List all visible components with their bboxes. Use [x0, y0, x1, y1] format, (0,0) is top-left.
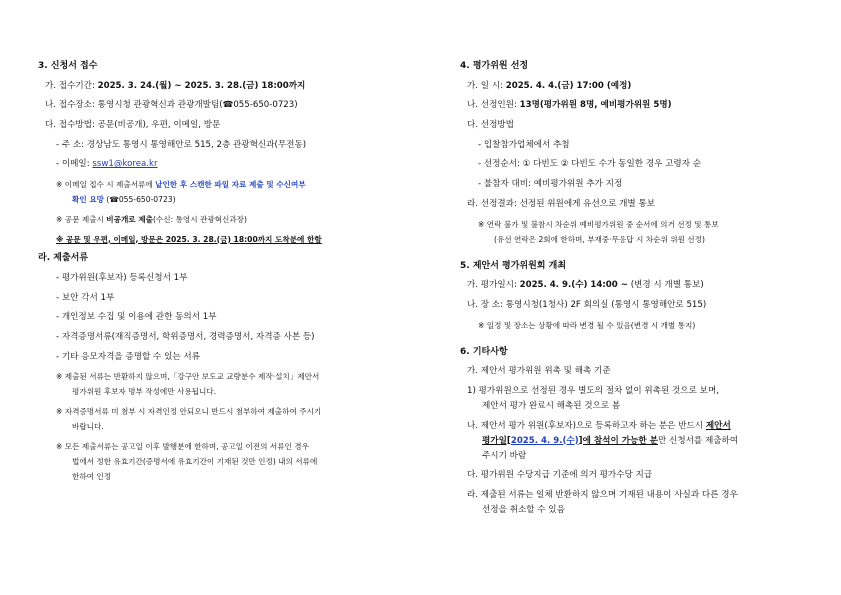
email-note-cont: 확인 요망 (☎055-650-0723) — [72, 195, 176, 205]
selection-method: 다. 선정방법 — [467, 120, 514, 131]
other-item-3: 다. 평가위원 수당지급 기준에 의거 평가수당 지급 — [467, 470, 653, 481]
selection-result: 라. 선정결과: 선정된 위원에게 유선으로 개별 통보 — [467, 198, 656, 209]
receipt-place: 나. 접수장소: 통영시청 관광혁신과 관광개발팀(☎055-650-0723) — [45, 100, 298, 111]
other-item-1-1: 1) 평가위원으로 선정된 경우 별도의 절차 없이 위촉된 것으로 보며, — [467, 385, 719, 396]
eval-date: 가. 평가일시: 2025. 4. 9.(수) 14:00 ~ (변경 시 개별 통보) — [467, 280, 704, 291]
section-5-title: 5. 제안서 평가위원회 개최 — [460, 260, 567, 271]
eval-place: 나. 장 소: 통영시청(1청사) 2F 회의실 (통영시 통영해안로 515) — [467, 299, 707, 310]
result-note: ※ 연락 불가 및 불참시 차순위 예비평가위원 중 순서에 의거 선정 및 통보 — [478, 219, 719, 229]
document-item: - 개인정보 수집 및 이용에 관한 동의서 1부 — [56, 312, 217, 323]
receipt-period-value: 2025. 3. 24.(월) ~ 2025. 3. 28.(금) 18:00까지 — [97, 80, 306, 91]
receipt-address: - 주 소: 경상남도 통영시 통영해안로 515, 2층 관광혁신과(무전동) — [56, 139, 307, 150]
doc-note-3: ※ 모든 제출서류는 공고일 이후 발행분에 한하며, 공고일 이전의 서류인 경우 — [56, 441, 309, 451]
email-note: ※ 이메일 접수 시 제출서류에 낱인한 후 스캔한 파일 자료 제출 및 수신여부 — [56, 180, 306, 190]
other-item-4: 라. 제출된 서류는 일체 반환하지 않으며 기재된 내용이 사실과 다른 경우 — [467, 490, 738, 500]
doc-note-2-cont: 바랍니다. — [72, 422, 104, 431]
official-note: ※ 공문 제출시 비공개로 제출(수신: 통영시 관광혁신과장) — [56, 214, 247, 224]
doc-note-3-cont: 법에서 정한 유효기간(증명서에 유효기간이 기재된 것만 인정) 내의 서류에 — [72, 456, 318, 466]
other-item-2-cont: 평가일[2025. 4. 9.(수)]에 참석이 가능한 분만 신청서를 제출하여 — [482, 435, 739, 446]
deadline-note: ※ 공문 및 우편, 이메일, 방문은 2025. 3. 28.(금) 18:00까지 도착분에 한함 — [56, 234, 322, 244]
document-item: - 보안 각서 1부 — [56, 292, 115, 303]
method-item: - 선정순서: ① 다빈도 ② 다빈도 수가 동일한 경우 고령자 순 — [478, 159, 702, 170]
document-item: - 평가위원(후보자) 등록신청서 1부 — [56, 272, 188, 283]
document-item: - 기타 응모자격을 증명할 수 있는 서류 — [56, 351, 201, 362]
other-item-4-cont: 선정을 취소할 수 있음 — [482, 505, 565, 515]
receipt-method: 다. 접수방법: 공문(비공개), 우편, 이메일, 방문 — [45, 120, 221, 131]
selection-date: 가. 일 시: 2025. 4. 4.(금) 17:00 (예정) — [467, 80, 632, 91]
method-item: - 입찰참가업체에서 추첨 — [478, 139, 570, 150]
section-3-title: 3. 신청서 접수 — [38, 61, 98, 71]
email-link[interactable]: ssw1@korea.kr — [92, 159, 158, 170]
other-item-2: 나. 제안서 평가 위원(후보자)으로 등록하고자 하는 분은 반드시 제안서 — [467, 420, 731, 431]
document-item: - 자격증명서류(재직증명서, 학위증명서, 경력증명서, 자격증 사본 등) — [56, 331, 315, 342]
receipt-email: - 이메일: ssw1@korea.kr — [56, 159, 158, 170]
doc-note-1: ※ 제출된 서류는 반환하지 않으며,「강구안 보도교 교량분수 제작·설치」제안서 — [56, 372, 320, 382]
receipt-period: 가. 접수기간: 2025. 3. 24.(월) ~ 2025. 3. 28.(금) 18:00까지 — [45, 80, 306, 91]
selection-count: 나. 선정인원: 13명(평가위원 8명, 예비평가위원 5명) — [467, 100, 672, 111]
eval-note: ※ 일정 및 장소는 상황에 따라 변경 될 수 있음(변경 시 개별 통지) — [478, 320, 696, 330]
right-column — [460, 60, 810, 524]
doc-note-2: ※ 자격증명서류 미 첨부 시 자격인정 안되오니 반드시 첨부하여 제출하여 주시기 — [56, 407, 322, 416]
left-column — [38, 60, 400, 489]
other-item-1: 가. 제안서 평가위원 위촉 및 해촉 기준 — [467, 366, 611, 377]
section-6-title: 6. 기타사항 — [460, 346, 508, 357]
doc-note-3-cont: 한하여 인정 — [72, 471, 112, 481]
result-note-cont: (유선 연락은 2회에 한하며, 부재중·무응답 시 차순위 위원 선정) — [494, 234, 705, 244]
doc-note-1-cont: 평가위원 후보자 명부 작성에만 사용됩니다. — [72, 387, 217, 397]
other-item-2-cont: 주시기 바람 — [482, 450, 527, 461]
section-4-title: 4. 평가위원 선정 — [460, 61, 529, 71]
documents-title: 라. 제출서류 — [38, 253, 89, 264]
method-item: - 불참자 대비: 예비평가위원 추가 지정 — [478, 179, 623, 190]
other-item-1-1-cont: 제안서 평가 완료시 해촉된 것으로 봄 — [482, 400, 621, 411]
